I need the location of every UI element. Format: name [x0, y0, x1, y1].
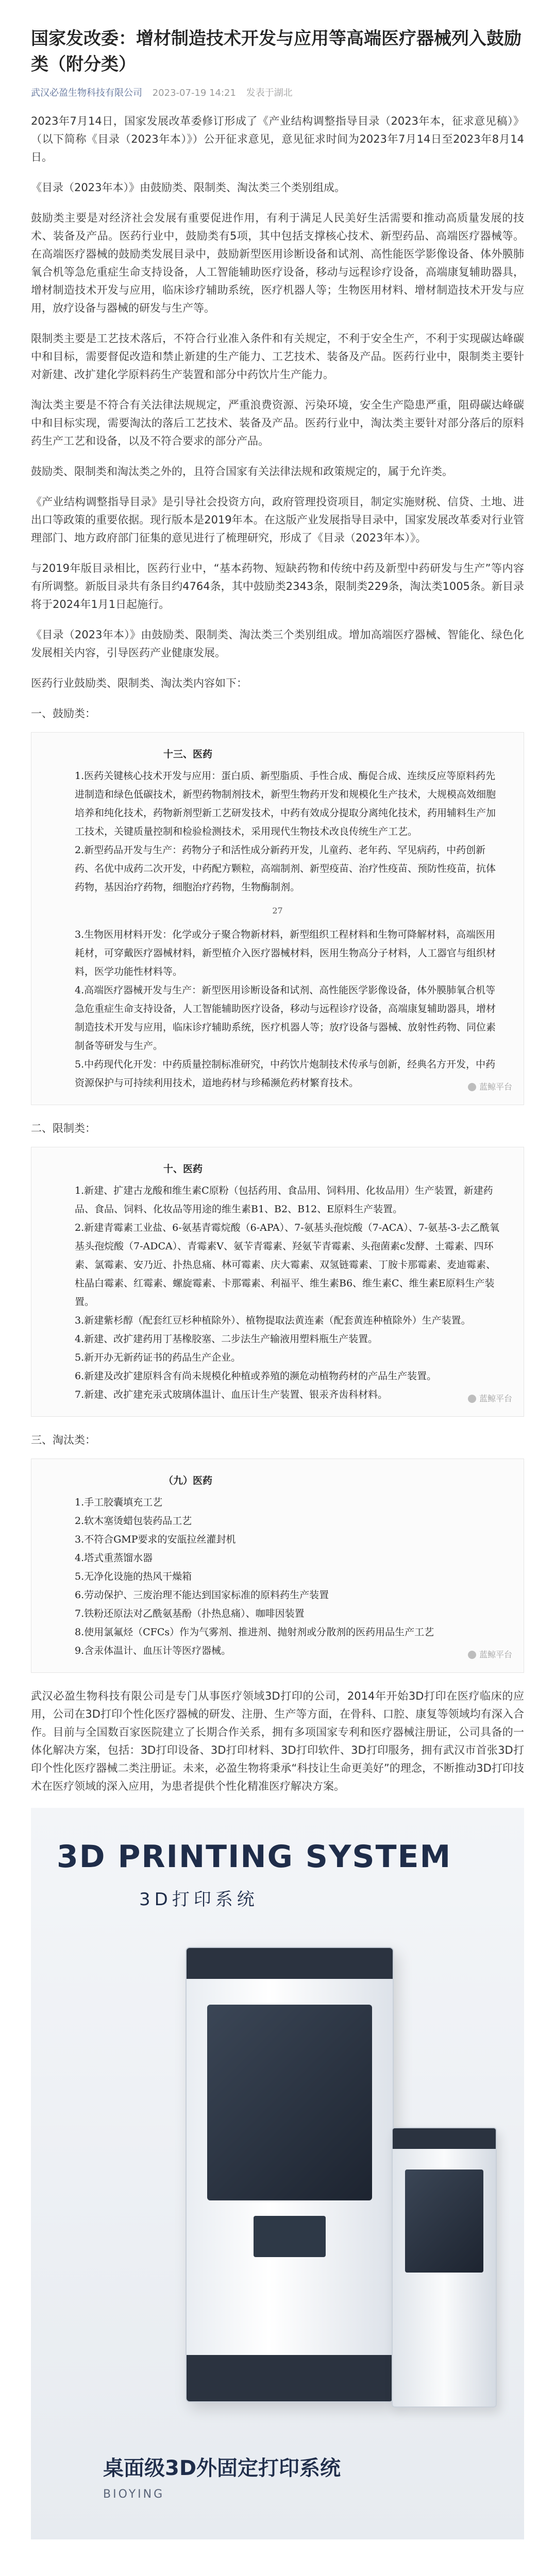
watermark	[468, 1646, 512, 1664]
doc-line: 5.新开办无新药证书的药品生产企业。	[75, 1352, 241, 1363]
paragraph: 《目录（2023年本）》由鼓励类、限制类、淘汰类三个类别组成。	[31, 181, 345, 194]
document-image-encourage	[31, 732, 524, 1105]
doc-line: 2.新建青霉素工业盐、6-氨基青霉烷酸（6-APA）、7-氨基头孢烷酸（7-ACA）、7-氨基-3-去乙酰氧基头孢烷酸（7-ADCA）、青霉素V、氨苄青霉素、羟氨苄青霉素、头孢菌素c发酵、土霉素、四环素、氯霉素、安乃近、扑热息痛、林可霉素、庆大霉素、双氢链霉素、丁胺卡那霉素、麦迪霉素、柱晶白霉素、红霉素、螺旋霉素、卡那霉素、利福平、维生素B6、维生素C、维生素E原料生产装置。	[75, 1222, 500, 1308]
doc-line: 6.劳动保护、三废治理不能达到国家标准的原料药生产装置	[75, 1589, 329, 1601]
doc-line: 6.新建及改扩建原料含有尚未规模化种植或养殖的濒危动植物药材的产品生产装置。	[75, 1370, 437, 1382]
paragraph: 医药行业鼓励类、限制类、淘汰类内容如下：	[31, 677, 247, 689]
doc-line: 1.医药关键核心技术开发与应用：蛋白质、新型脂质、手性合成、酶促合成、连续反应等原料药先进制造和绿色低碳技术，新型药物制剂技术，新型生物药开发和规模化生产技术，大规模高效细胞培养和纯化技术，药物新剂型新工艺研发技术，中药有效成分提取分离纯化技术，药用辅料生产加工技术，关键质量控制和检验检测技术，采用现代生物技术改良传统生产工艺。	[75, 770, 496, 837]
article-title: 国家发改委：增材制造技术开发与应用等高端医疗器械列入鼓励类（附分类）	[31, 28, 522, 75]
publish-location: 发表于湖北	[246, 88, 293, 98]
doc-heading: （九）医药	[163, 1475, 213, 1486]
doc-line: 1.手工胶囊填充工艺	[75, 1497, 163, 1508]
document-image-restrict	[31, 1147, 524, 1417]
doc-line: 3.生物医用材料开发：化学或分子聚合物新材料，新型组织工程材料和生物可降解材料，高端医用耗材，可穿戴医疗器械材料，新型植介入医疗器械材料，医用生物高分子材料，人工器官与组织材料，医学功能性材料等。	[75, 929, 496, 977]
paragraph: 与2019年版目录相比，医药行业中，“基本药物、短缺药物和传统中药及新型中药研发与生产”等内容有所调整。新版目录共有条目约4764条，其中鼓励类2343条，限制类229条，淘汰类1005条。新目录将于2024年1月1日起施行。	[31, 562, 524, 611]
watermark-icon	[468, 1651, 476, 1659]
doc-line: 4.高端医疗器械开发与生产：新型医用诊断设备和试剂、高性能医学影像设备，体外膜肺氧合机等急危重症生命支持设备，人工智能辅助医疗设备，移动与远程诊疗设备，高端康复辅助器具，增材制造技术开发与应用，临床诊疗辅助系统，医疗机器人等；放疗设备与器械、放射性药物、同位素制备等研发与生产。	[75, 985, 496, 1052]
printer-ad-title: 3D PRINTING SYSTEM	[57, 1839, 452, 1875]
paragraph: 《产业结构调整指导目录》是引导社会投资方向，政府管理投资项目，制定实施财税、信贷、土地、进出口等政策的重要依据。现行版本是2019年本。在这版产业发展指导目录中，国家发展改革委对行业管理部门、地方政府部门征集的意见进行了梳理研究，形成了《目录（2023年本）》。	[31, 496, 524, 544]
paragraph: 鼓励类主要是对经济社会发展有重要促进作用，有利于满足人民美好生活需要和推动高质量发展的技术、装备及产品。医药行业中，鼓励类有5项，其中包括支撑核心技术、新型药品、高端医疗器械等。在高端医疗器械的鼓励类发展目录中，鼓励新型医用诊断设备和试剂、高性能医学影像设备、体外膜肺氧合机等急危重症生命支持设备，人工智能辅助医疗设备，移动与远程诊疗设备，高端康复辅助器具，增材制造技术开发与应用，临床诊疗辅助系统，医疗机器人等；生物医用材料、增材制造技术开发与应用，放疗设备与器械的研发与生产等。	[31, 212, 524, 314]
doc-line: 2.新型药品开发与生产：药物分子和活性成分新药开发，儿童药、老年药、罕见病药，中药创新药、名优中成药二次开发，中药配方颗粒，高端制剂、新型疫苗、治疗性疫苗、预防性疫苗，抗体药物，基因治疗药物，细胞治疗药物，生物酶制剂。	[75, 844, 496, 893]
paragraph: 淘汰类主要是不符合有关法律法规规定，严重浪费资源、污染环境，安全生产隐患严重，阻碍碳达峰碳中和目标实现，需要淘汰的落后工艺技术、装备及产品。医药行业中，淘汰类主要针对部分落后的原料药生产工艺和设备，以及不符合要求的部分产品。	[31, 399, 524, 447]
author-link[interactable]: 武汉必盈生物科技有限公司	[31, 88, 142, 98]
watermark	[468, 1389, 512, 1408]
paragraph: 限制类主要是工艺技术落后，不符合行业准入条件和有关规定，不利于安全生产，不利于实现碳达峰碳中和目标，需要督促改造和禁止新建的生产能力、工艺技术、装备及产品。医药行业中，限制类主要针对新建、改扩建化学原料药生产装置和部分中药饮片生产能力。	[31, 332, 524, 381]
doc-line: 7.铁粉还原法对乙酰氨基酚（扑热息痛）、咖啡因装置	[75, 1608, 305, 1619]
watermark-text: 蓝鲸平台	[479, 1394, 512, 1403]
doc-line: 3.新建紫杉醇（配套红豆杉种植除外）、植物提取法黄连素（配套黄连种植除外）生产装置。	[75, 1315, 471, 1326]
watermark-icon	[468, 1395, 476, 1403]
doc-line: 8.使用氯氟烃（CFCs）作为气雾剂、推进剂、抛射剂或分散剂的医药用品生产工艺	[75, 1626, 434, 1638]
company-intro: 武汉必盈生物科技有限公司是专门从事医疗领域3D打印的公司，2014年开始3D打印在医疗临床的应用，公司在3D打印个性化医疗器械的研发、注册、生产等方面，在骨科、口腔、康复等领域均有深入合作。目前与全国数百家医院建立了长期合作关系，拥有多项国家专利和医疗器械注册证，公司具备的一体化解决方案，包括：3D打印设备、3D打印材料、3D打印软件、3D打印服务，拥有武汉市首张3D打印个性化医疗器械二类注册证。未来，必盈生物将秉承“科技让生命更美好”的理念，不断推动3D打印技术在医疗领域的深入应用，为患者提供个性化精准医疗解决方案。	[31, 1690, 524, 1792]
doc-line: 7.新建、改扩建充汞式玻璃体温计、血压计生产装置、银汞齐齿科材料。	[75, 1389, 388, 1400]
paragraph: 鼓励类、限制类和淘汰类之外的，且符合国家有关法律法规和政策规定的，属于允许类。	[31, 465, 453, 478]
article-meta	[31, 86, 524, 99]
printer-ad-image	[31, 1808, 524, 2539]
doc-line: 9.含汞体温计、血压计等医疗器械。	[75, 1645, 231, 1656]
doc-heading: 十三、医药	[163, 749, 213, 760]
section-encourage: 一、鼓励类：	[31, 707, 96, 720]
section-restrict: 二、限制类：	[31, 1122, 96, 1134]
paragraph: 《目录（2023年本）》由鼓励类、限制类、淘汰类三个类别组成。增加高端医疗器械、智能化、绿色化发展相关内容，引导医药产业健康发展。	[31, 629, 524, 659]
printer-ad-brand: BIOYING	[103, 2488, 165, 2501]
printer-machine-small	[392, 2127, 497, 2408]
watermark	[468, 1078, 512, 1096]
watermark-icon	[468, 1083, 476, 1091]
section-eliminate: 三、淘汰类：	[31, 1434, 96, 1446]
doc-line: 5.中药现代化开发：中药质量控制标准研究，中药饮片炮制技术传承与创新，经典名方开发，中药资源保护与可持续利用技术，道地药材与珍稀濒危药材繁育技术。	[75, 1059, 496, 1089]
printer-ad-caption: 桌面级3D外固定打印系统	[103, 2456, 341, 2480]
doc-line: 1.新建、扩建古龙酸和维生素C原粉（包括药用、食品用、饲料用、化妆品用）生产装置，新建药品、食品、饲料、化妆品等用途的维生素B1、B2、B12、E原料生产装置。	[75, 1185, 493, 1215]
document-image-eliminate	[31, 1459, 524, 1673]
watermark-text: 蓝鲸平台	[479, 1082, 512, 1092]
printer-ad-subtitle: 3D打印系统	[139, 1889, 259, 1910]
doc-line: 4.新建、改扩建药用丁基橡胶塞、二步法生产输液用塑料瓶生产装置。	[75, 1333, 378, 1345]
paragraph: 2023年7月14日，国家发展改革委修订形成了《产业结构调整指导目录（2023年本，征求意见稿）》（以下简称《目录（2023年本）》）公开征求意见，意见征求时间为2023年7月14日至2023年8月14日。	[31, 115, 524, 163]
doc-line: 5.无净化设施的热风干燥箱	[75, 1571, 192, 1582]
doc-page-number: 27	[272, 906, 283, 916]
publish-date: 2023-07-19 14:21	[152, 88, 236, 98]
watermark-text: 蓝鲸平台	[479, 1650, 512, 1659]
doc-line: 3.不符合GMP要求的安瓿拉丝灌封机	[75, 1534, 236, 1545]
printer-machine-large	[186, 1947, 394, 2402]
doc-line: 4.塔式重蒸馏水器	[75, 1552, 153, 1564]
doc-heading: 十、医药	[163, 1163, 203, 1175]
doc-line: 2.软木塞烫蜡包装药品工艺	[75, 1515, 192, 1527]
